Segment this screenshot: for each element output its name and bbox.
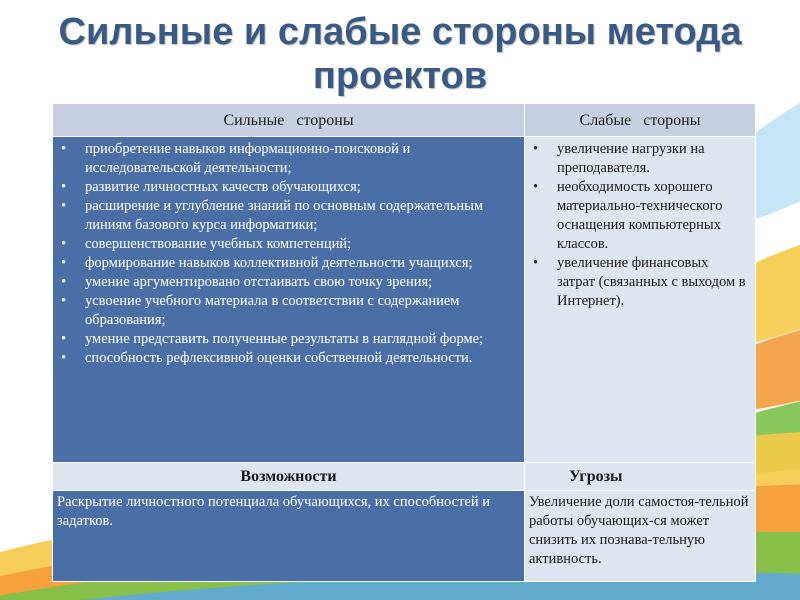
weaknesses-list xyxy=(531,140,749,311)
threats-header: Угрозы xyxy=(525,463,756,491)
bullet-icon: • xyxy=(61,350,67,366)
bullet-icon: • xyxy=(61,331,67,347)
list-item xyxy=(59,178,518,197)
bullet-icon: • xyxy=(533,179,539,195)
bullet-icon: • xyxy=(61,198,67,214)
list-item-text: расширение и углубление знаний по основным содержательным линиям базового курса информатики; xyxy=(85,198,484,233)
bullet-icon: • xyxy=(61,236,67,252)
list-item-text: приобретение навыков информационно-поисковой и исследовательской деятельности; xyxy=(85,141,411,176)
list-item-text: умение представить полученные результаты в наглядной форме; xyxy=(85,331,484,347)
bullet-icon: • xyxy=(61,293,67,309)
opportunities-header: Возможности xyxy=(53,463,525,491)
bullet-icon: • xyxy=(61,274,67,290)
list-item-text: развитие личностных качеств обучающихся; xyxy=(85,179,361,195)
bullet-icon: • xyxy=(61,179,67,195)
list-item-text: необходимость хорошего материально-технического оснащения компьютерных классов. xyxy=(557,179,723,252)
list-item xyxy=(59,349,518,368)
threats-text: Увеличение доли самостоя-тельной работы обучающих-ся может снизить их познава-тельную активность. xyxy=(525,491,756,582)
strengths-cell xyxy=(53,137,525,463)
list-item-text: формирование навыков коллективной деятельности учащихся; xyxy=(85,255,473,271)
opportunities-text: Раскрытие личностного потенциала обучающихся, их способностей и задатков. xyxy=(53,491,525,582)
bullet-icon: • xyxy=(61,255,67,271)
strengths-list xyxy=(59,140,518,368)
bullet-icon: • xyxy=(533,141,539,157)
list-item-text: способность рефлексивной оценки собственной деятельности. xyxy=(85,350,473,366)
swot-table xyxy=(52,103,756,582)
weaknesses-header: Слабые стороны xyxy=(525,104,756,137)
bullet-icon: • xyxy=(533,255,539,271)
list-item-text: совершенствование учебных компетенций; xyxy=(85,236,352,252)
list-item-text: умение аргументировано отстаивать свою точку зрения; xyxy=(85,274,433,290)
slide-title: Сильные и слабые стороны метода проектов xyxy=(58,11,742,97)
list-item-text: увеличение нагрузки на преподавателя. xyxy=(557,141,705,176)
list-item xyxy=(59,330,518,349)
list-item xyxy=(59,235,518,254)
list-item xyxy=(531,140,749,178)
list-item xyxy=(59,292,518,330)
weaknesses-cell xyxy=(525,137,756,463)
list-item xyxy=(531,178,749,254)
list-item-text: усвоение учебного материала в соответствии с содержанием образования; xyxy=(85,293,460,328)
bullet-icon: • xyxy=(61,141,67,157)
strengths-header: Сильные стороны xyxy=(53,104,525,137)
list-item xyxy=(59,197,518,235)
list-item xyxy=(531,254,749,311)
list-item xyxy=(59,273,518,292)
list-item-text: увеличение финансовых затрат (связанных с выходом в Интернет). xyxy=(557,255,746,309)
list-item xyxy=(59,254,518,273)
list-item xyxy=(59,140,518,178)
